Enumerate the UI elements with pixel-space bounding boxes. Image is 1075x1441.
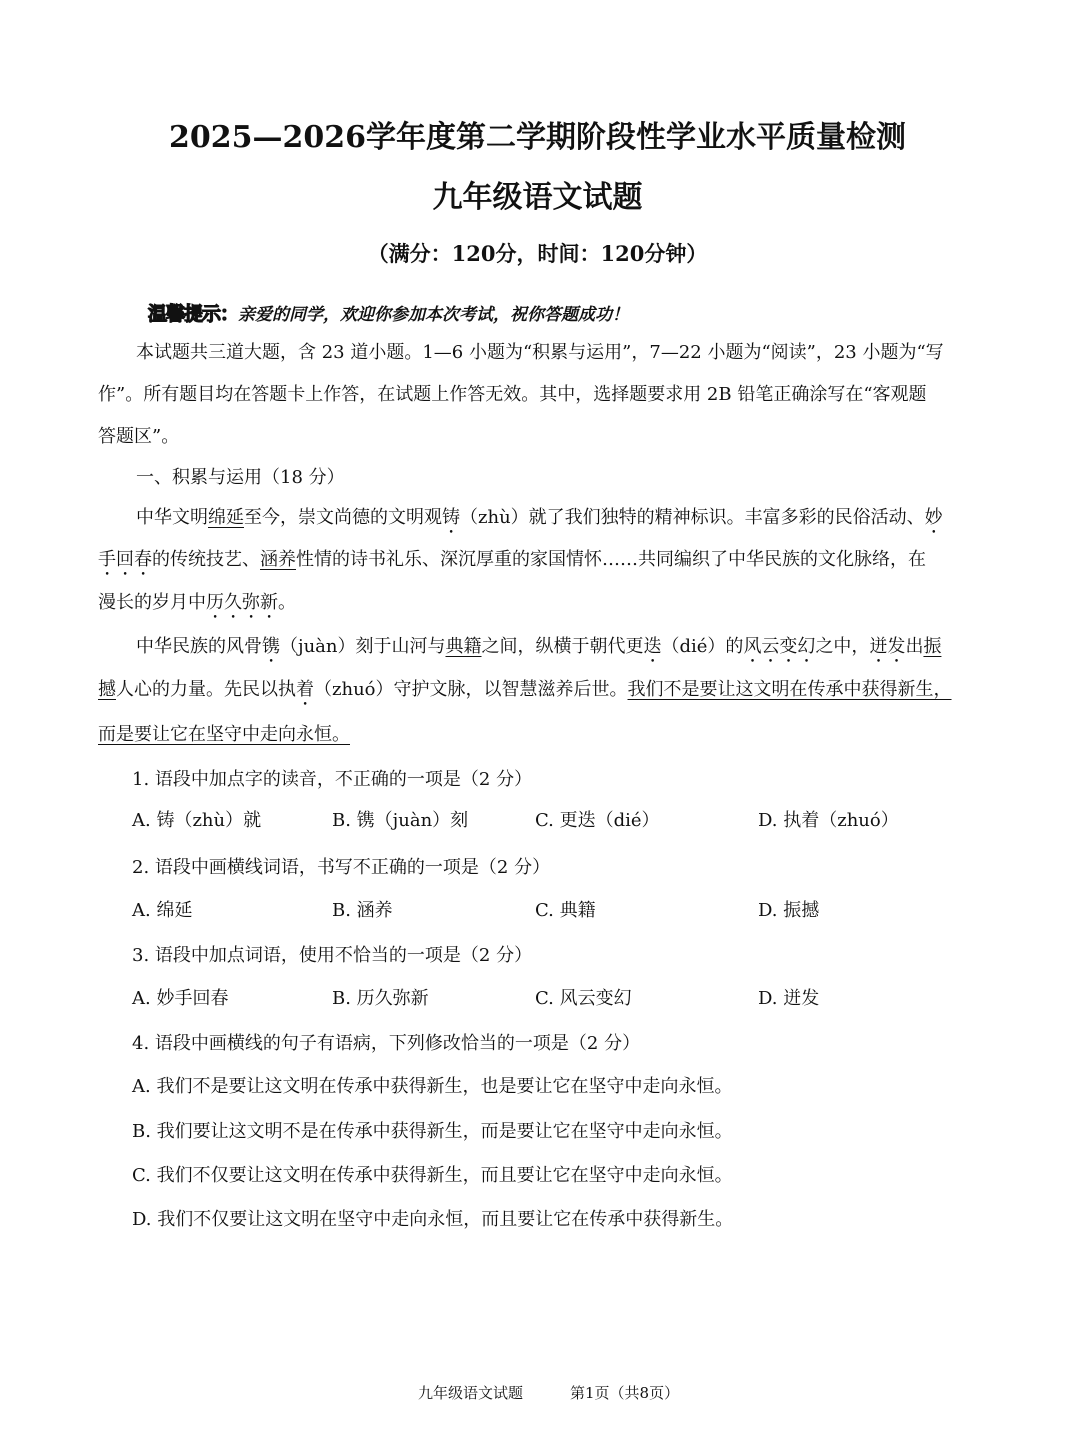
- passage-p1-line-3: [98, 588, 296, 623]
- text-run: 至今，崇文尚德的文明观: [244, 507, 442, 528]
- text-run: 出: [905, 636, 924, 657]
- question-3-option-a[interactable]: A. 妙手回春: [132, 988, 229, 1009]
- question-1-option-b[interactable]: B. 镌（juàn）刻: [332, 810, 469, 831]
- passage-p2-line-3: [98, 720, 350, 746]
- question-4-stem: 4. 语段中画横线的句子有语病，下列修改恰当的一项是（2 分）: [132, 1033, 641, 1054]
- question-4-option-c[interactable]: C. 我们不仅要让这文明在传承中获得新生，而且要让它在坚守中走向永恒。: [132, 1165, 733, 1186]
- question-2-option-b[interactable]: B. 涵养: [332, 900, 393, 921]
- question-4-option-a[interactable]: A. 我们不是要让这文明在传承中获得新生，也是要让它在坚守中走向永恒。: [132, 1076, 733, 1097]
- dotted-char: 镌: [262, 636, 280, 657]
- question-1-option-d[interactable]: D. 执着（zhuó）: [758, 810, 899, 831]
- text-run: 之间，纵横于朝代更: [481, 636, 644, 657]
- underlined-sentence: 我们不是要让这文明在传承中获得新生，: [627, 679, 952, 700]
- tip-text: 亲爱的同学，欢迎你参加本次考试，祝你答题成功！: [238, 305, 630, 325]
- underlined-word: 典籍: [445, 636, 482, 657]
- footer-subject: 九年级语文试题: [418, 1384, 524, 1402]
- instructions-line-1: 本试题共三道大题，含 23 道小题。1—6 小题为“积累与运用”，7—22 小题为“阅读”，23 小题为“写: [136, 342, 944, 363]
- dotted-word: 历久弥新: [206, 592, 278, 613]
- dotted-char: 着: [296, 679, 314, 700]
- text-run: 之中，: [815, 636, 870, 657]
- question-1-stem: 1. 语段中加点字的读音，不正确的一项是（2 分）: [132, 769, 533, 790]
- text-run: （zhù）就了我们独特的精神标识。丰富多彩的民俗活动、: [460, 507, 925, 528]
- question-2-option-c[interactable]: C. 典籍: [535, 900, 596, 921]
- dotted-word: 风云变幻: [743, 636, 816, 657]
- underlined-word: 涵养: [260, 549, 296, 570]
- text-run: 性情的诗书礼乐、深沉厚重的家国情怀……共同编织了中华民族的文化脉络，在: [296, 549, 926, 570]
- question-1-option-a[interactable]: A. 铸（zhù）就: [132, 810, 262, 831]
- text-run: 中华文明: [136, 507, 208, 528]
- question-4-option-b[interactable]: B. 我们要让这文明不是在传承中获得新生，而是要让它在坚守中走向永恒。: [132, 1121, 733, 1142]
- question-1-option-c[interactable]: C. 更迭（dié）: [535, 810, 660, 831]
- question-2-option-d[interactable]: D. 振撼: [758, 900, 820, 921]
- text-run: 。: [278, 592, 296, 613]
- text-run: （zhuó）守护文脉，以智慧滋养后世。: [314, 679, 628, 700]
- section-heading: 一、积累与运用（18 分）: [136, 467, 345, 488]
- underlined-word: 撼: [98, 679, 116, 700]
- question-2-stem: 2. 语段中画横线词语，书写不正确的一项是（2 分）: [132, 857, 551, 878]
- underlined-sentence: 而是要让它在坚守中走向永恒。: [98, 724, 350, 745]
- instructions-line-3: 答题区”。: [98, 426, 180, 447]
- question-3-option-d[interactable]: D. 迸发: [758, 988, 820, 1009]
- text-run: （juàn）刻于山河与: [280, 636, 446, 657]
- underlined-word: 绵延: [208, 507, 244, 528]
- question-3-option-c[interactable]: C. 风云变幻: [535, 988, 632, 1009]
- tip-line: [148, 299, 629, 326]
- tip-label: 温馨提示：: [148, 303, 239, 325]
- passage-p2-line-2: [98, 675, 952, 710]
- exam-title: 2025—2026学年度第二学期阶段性学业水平质量检测: [169, 120, 906, 155]
- passage-p1-line-1: [136, 503, 943, 538]
- text-run: 中华民族的风骨: [136, 636, 262, 657]
- underlined-word: 振: [923, 636, 942, 657]
- question-4-option-d[interactable]: D. 我们不仅要让这文明在坚守中走向永恒，而且要让它在传承中获得新生。: [132, 1209, 734, 1230]
- dotted-char: 妙: [924, 507, 943, 528]
- text-run: 的传统技艺、: [152, 549, 260, 570]
- instructions-line-2: 作”。所有题目均在答题卡上作答，在试题上作答无效。其中，选择题要求用 2B 铅笔正确涂写在“客观题: [98, 384, 927, 405]
- text-run: 漫长的岁月中: [98, 592, 206, 613]
- passage-p1-line-2: [98, 545, 926, 580]
- question-3-option-b[interactable]: B. 历久弥新: [332, 988, 429, 1009]
- text-run: （dié）的: [661, 636, 744, 657]
- exam-subtitle: 九年级语文试题: [432, 180, 643, 215]
- footer-page-number: 第1页（共8页）: [570, 1384, 680, 1402]
- dotted-word: 手回春: [98, 549, 152, 570]
- dotted-char: 迭: [643, 636, 662, 657]
- dotted-word: 迸发: [869, 636, 906, 657]
- question-3-stem: 3. 语段中加点词语，使用不恰当的一项是（2 分）: [132, 945, 533, 966]
- passage-p2-line-1: [136, 632, 941, 667]
- question-2-option-a[interactable]: A. 绵延: [132, 900, 193, 921]
- dotted-char: 铸: [442, 507, 460, 528]
- text-run: 人心的力量。先民以执: [116, 679, 296, 700]
- exam-meta: （满分：120分，时间：120分钟）: [367, 241, 708, 266]
